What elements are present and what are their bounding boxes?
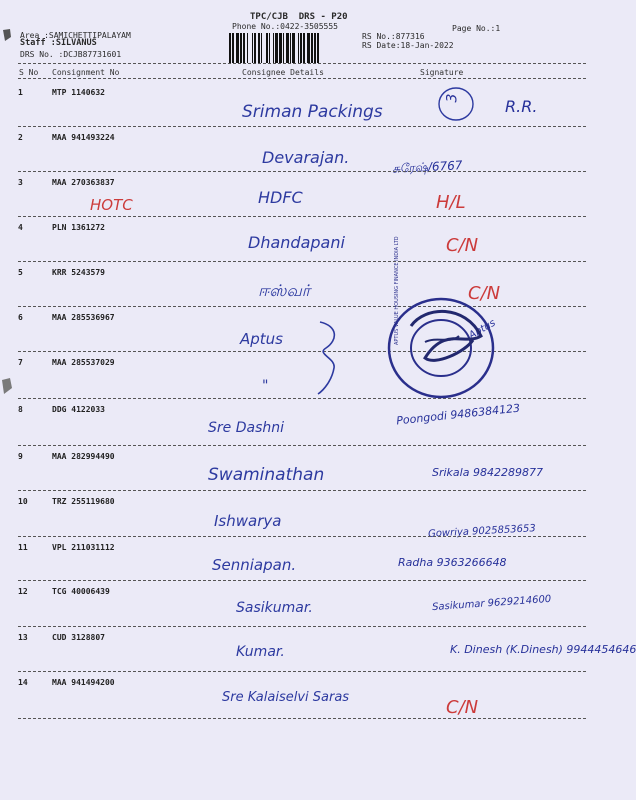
- row-separator: [18, 536, 586, 537]
- barcode-bar: [319, 33, 321, 63]
- staff-label: Staff :SILVANUS: [20, 38, 97, 48]
- consignment-number: MAA 941494200: [52, 678, 115, 687]
- signature: Poongodi 9486384123: [395, 401, 521, 428]
- bracket-mark: [312, 318, 344, 398]
- row-number: 5: [18, 268, 23, 277]
- binder-hole: [0, 376, 14, 396]
- consignment-number: MAA 285536967: [52, 313, 115, 322]
- row-number: 10: [18, 497, 28, 506]
- row-separator: [18, 580, 586, 581]
- consignee-name: HDFC: [258, 188, 303, 207]
- stamp-text: APTUS VALUE HOUSING FINANCE INDIA LTD: [394, 236, 400, 345]
- signature: Srikala 9842289877: [432, 466, 543, 479]
- consignee-name: Sasikumar.: [236, 600, 313, 616]
- col-consignee-header: Consignee Details: [242, 68, 324, 77]
- row-number: 11: [18, 543, 28, 552]
- consignee-name: Sre Kalaiselvi Saras: [222, 690, 350, 705]
- area-label: Area :SAMICHETTIPALAYAM: [20, 31, 131, 40]
- consignment-number: DDG 4122033: [52, 405, 105, 414]
- consignee-name: Aptus: [240, 330, 283, 348]
- consignee-name: Ishwarya: [214, 512, 282, 530]
- col-signature-header: Signature: [420, 68, 464, 77]
- consignment-number: TRZ 255119680: [52, 497, 115, 506]
- signature: Radha 9363266648: [398, 556, 507, 569]
- page-number: Page No.:1: [452, 24, 501, 33]
- consignee-name: Dhandapani: [248, 233, 345, 252]
- consignee-name: Devarajan.: [262, 148, 350, 167]
- consignee-name: ஈஸ்வர்: [258, 281, 311, 300]
- header-rule: [18, 78, 586, 79]
- row-number: 1: [18, 88, 23, 97]
- consignment-number: KRR 5243579: [52, 268, 105, 277]
- signature: K. Dinesh (K.Dinesh) 9944454646: [450, 643, 636, 656]
- signature: R.R.: [505, 97, 538, 116]
- consignee-name: ": [262, 378, 269, 394]
- col-sno-header: S No: [19, 68, 39, 77]
- signature: C/N: [446, 697, 479, 718]
- row-number: 13: [18, 633, 28, 642]
- row-number: 7: [18, 358, 23, 367]
- binder-hole: [2, 28, 12, 42]
- barcode: [229, 33, 352, 63]
- consignee-name: Sre Dashni: [208, 420, 284, 436]
- consignee-name: Kumar.: [236, 644, 285, 660]
- row-separator: [18, 626, 586, 627]
- row-number: 12: [18, 587, 28, 596]
- row-number: 14: [18, 678, 28, 687]
- signature: Aptus: [467, 317, 498, 342]
- row-separator: [18, 216, 586, 217]
- consignment-number: VPL 211031112: [52, 543, 115, 552]
- consignment-number: MAA 941493224: [52, 133, 115, 142]
- handwritten-note: HOTC: [90, 196, 133, 214]
- handwritten-note: 3: [444, 93, 461, 103]
- row-separator: [18, 445, 586, 446]
- consignment-number: MAA 282994490: [52, 452, 115, 461]
- signature: C/N: [468, 283, 501, 304]
- drs-number: DRS No. :DCJB87731601: [20, 50, 122, 59]
- header-rule: [18, 63, 586, 64]
- row-number: 9: [18, 452, 23, 461]
- consignment-number: TCG 40006439: [52, 587, 110, 596]
- note-circle: [436, 84, 476, 124]
- rs-date: RS Date:18-Jan-2022: [362, 41, 454, 50]
- row-number: 2: [18, 133, 23, 142]
- consignee-name: Senniapan.: [212, 556, 297, 574]
- consignment-number: CUD 3128807: [52, 633, 105, 642]
- company-stamp: [385, 296, 497, 400]
- row-separator: [18, 351, 586, 352]
- consignment-number: MAA 270363837: [52, 178, 115, 187]
- signature: Gowriya 9025853653: [427, 523, 537, 540]
- consignee-name: Swaminathan: [208, 465, 325, 485]
- consignment-number: PLN 1361272: [52, 223, 105, 232]
- consignment-number: MAA 285537029: [52, 358, 115, 367]
- row-separator: [18, 718, 586, 719]
- row-separator: [18, 671, 586, 672]
- sheet-title: TPC/CJB DRS - P20: [250, 12, 348, 22]
- row-separator: [18, 126, 586, 127]
- row-separator: [18, 398, 586, 399]
- col-consignment-header: Consignment No: [52, 68, 120, 77]
- row-separator: [18, 171, 586, 172]
- signature: C/N: [446, 235, 479, 256]
- row-separator: [18, 490, 586, 491]
- consignee-name: Sriman Packings: [242, 102, 383, 122]
- row-number: 3: [18, 178, 23, 187]
- phone-number: Phone No.:0422-3505555: [232, 22, 338, 31]
- rs-number: RS No.:877316: [362, 32, 425, 41]
- row-number: 8: [18, 405, 23, 414]
- consignment-number: MTP 1140632: [52, 88, 105, 97]
- row-number: 6: [18, 313, 23, 322]
- signature: சுரேஷ்/6767: [391, 158, 463, 176]
- row-number: 4: [18, 223, 23, 232]
- row-separator: [18, 261, 586, 262]
- signature: Sasikumar 9629214600: [431, 593, 552, 614]
- row-separator: [18, 306, 586, 307]
- signature: H/L: [436, 192, 466, 213]
